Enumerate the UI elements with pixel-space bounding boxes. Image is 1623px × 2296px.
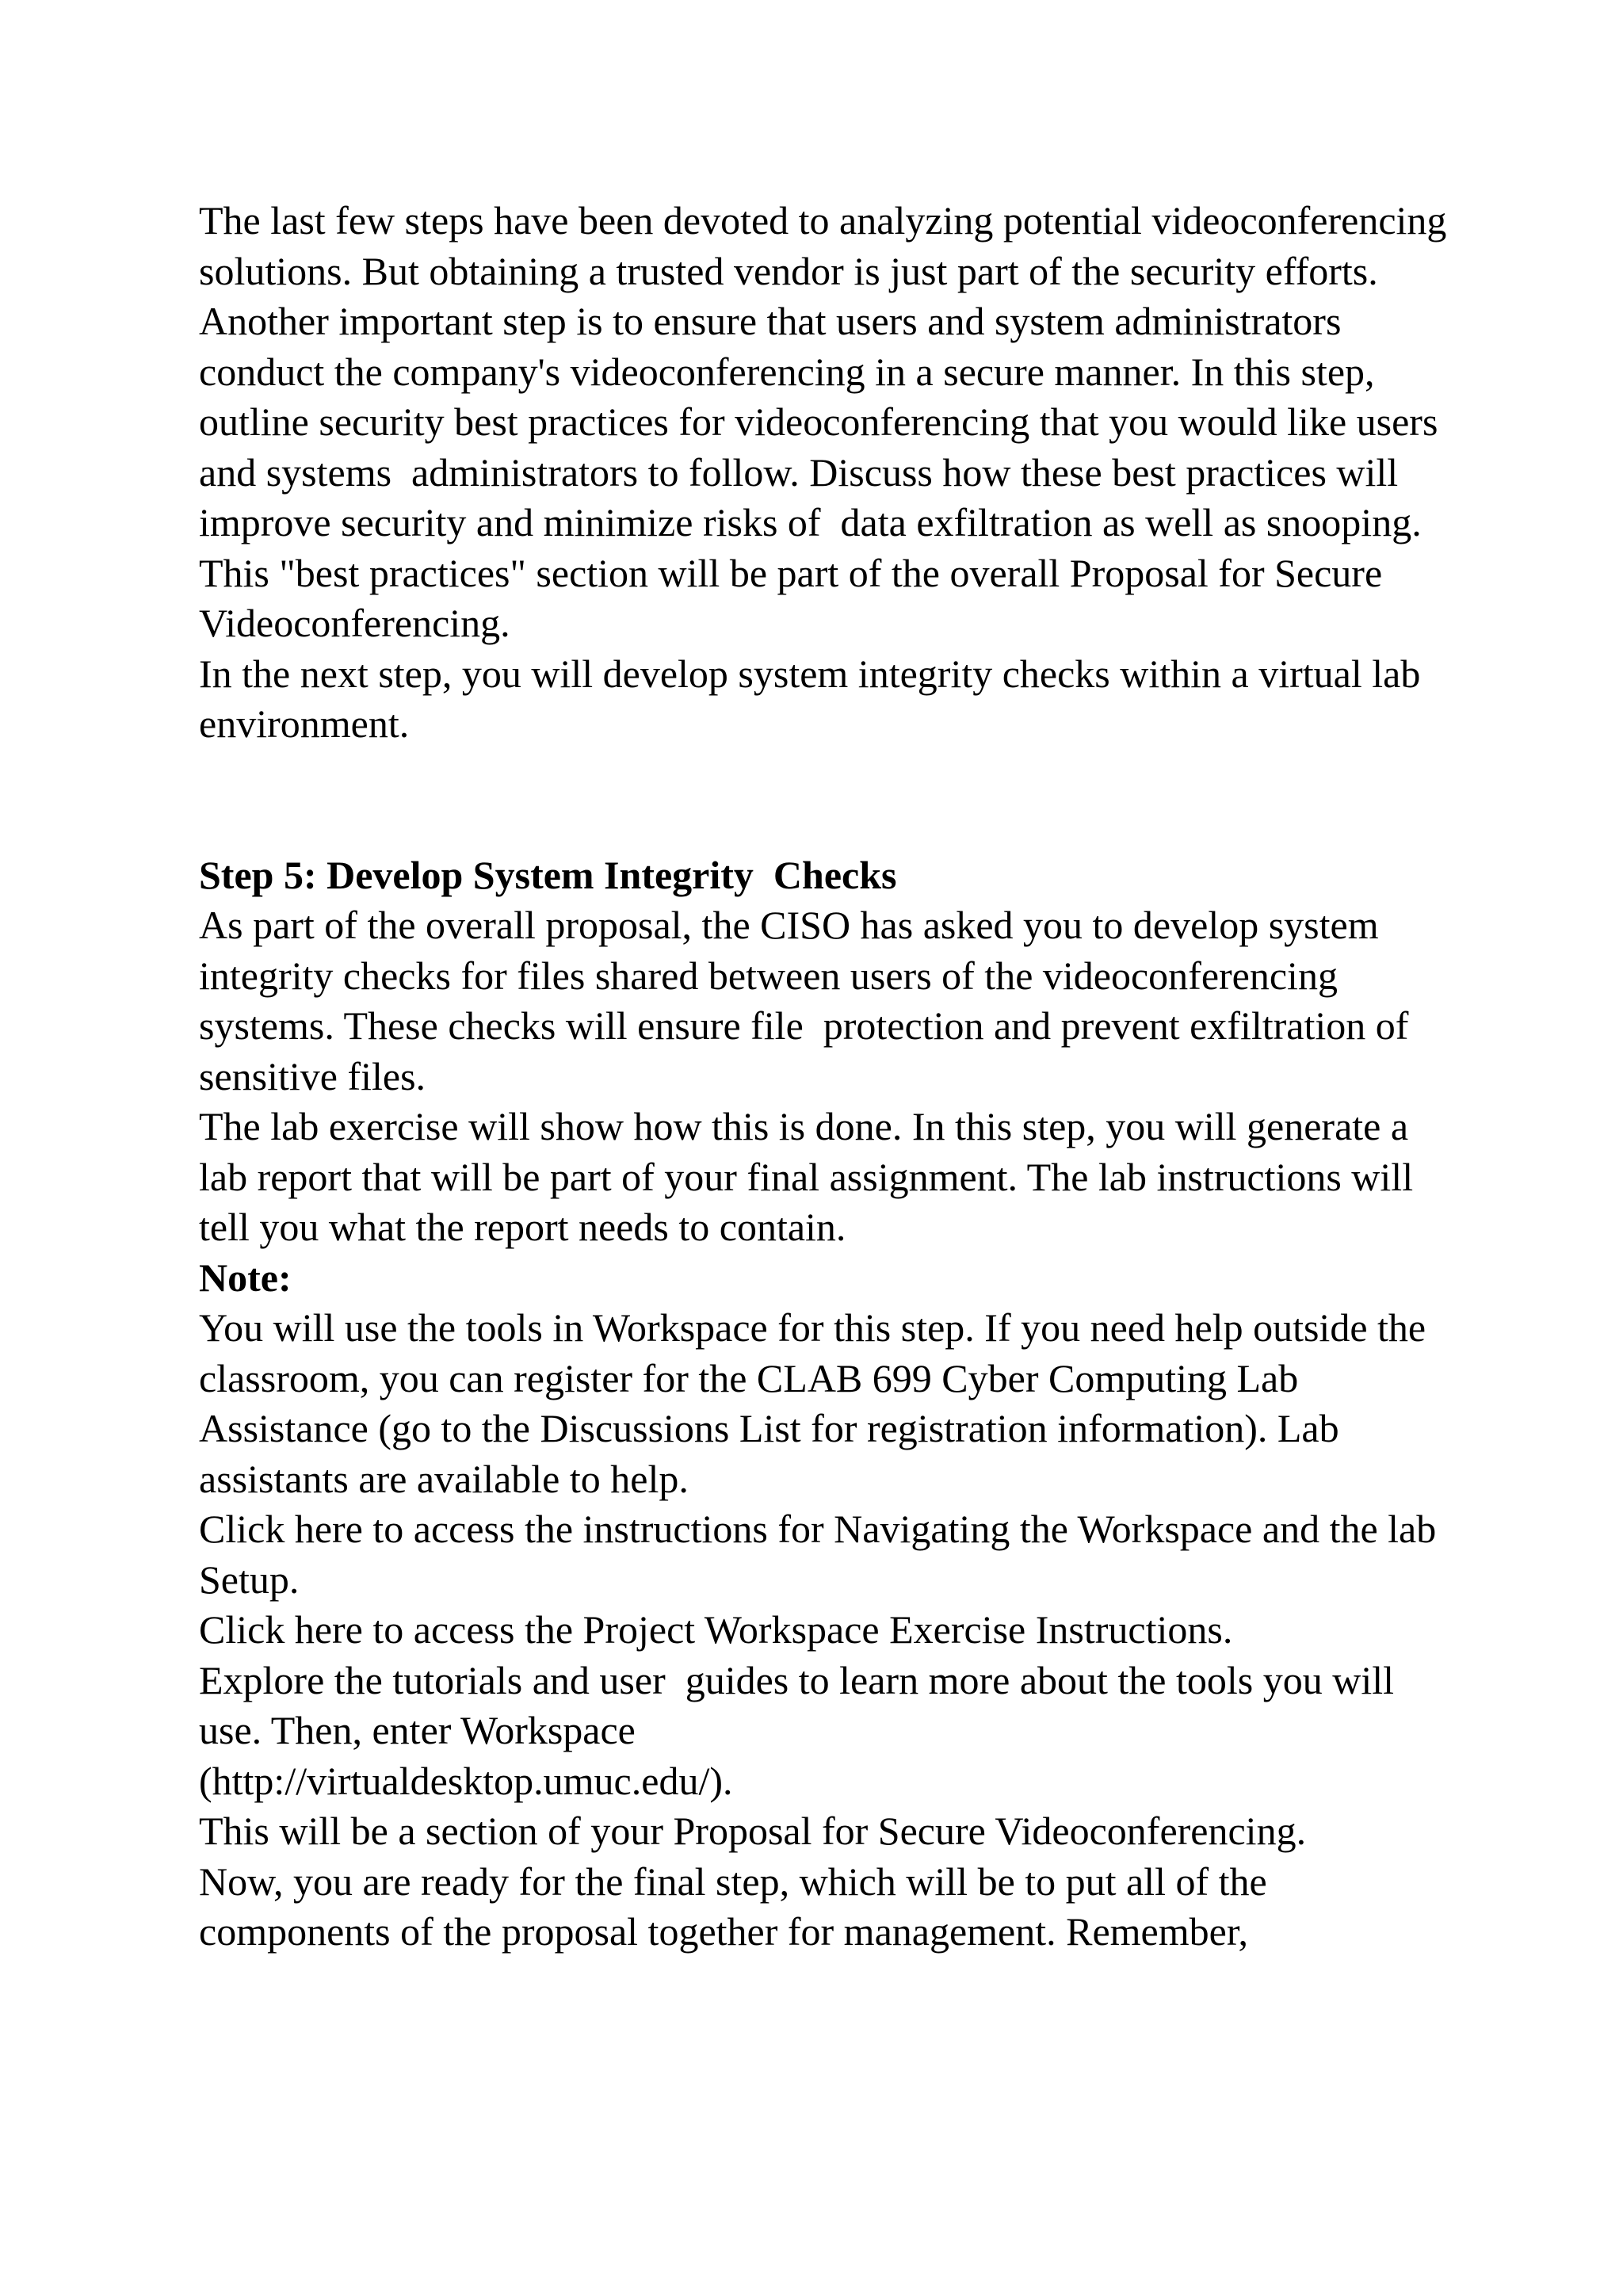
workspace-url-link[interactable]: (http://virtualdesktop.umuc.edu/). <box>199 1758 733 1803</box>
next-step-intro: In the next step, you will develop system integrity checks within a virtual lab environment. <box>199 651 1421 746</box>
step5-heading: Step 5: Develop System Integrity Checks <box>199 852 897 897</box>
note-label: Note: <box>199 1255 292 1300</box>
best-practices-note: This "best practices" section will be part of the overall Proposal for Secure Videoconferencing. <box>199 550 1383 645</box>
section-note: This will be a section of your Proposal for Secure Videoconferencing. <box>199 1809 1307 1853</box>
tutorials-line: Explore the tutorials and user guides to learn more about the tools you will use. Then, enter Workspace <box>199 1657 1404 1752</box>
project-instructions-link[interactable]: Click here to access the Project Workspace Exercise Instructions. <box>199 1607 1233 1652</box>
lab-exercise-paragraph: The lab exercise will show how this is done. In this step, you will generate a lab report that will be part of your final assignment. The lab instructions will tell you what the report needs to contain. <box>199 1104 1414 1249</box>
final-step-paragraph: Now, you are ready for the final step, which will be to put all of the components of the proposal together for management. Remember, <box>199 1859 1267 1954</box>
section-spacer <box>199 750 1451 850</box>
workspace-paragraph: You will use the tools in Workspace for this step. If you need help outside the classroom, you can register for the CLAB 699 Cyber Computing Lab Assistance (go to the Discussions List for registration information). Lab assistants are available to help. <box>199 1305 1426 1501</box>
document-body <box>199 196 1457 1958</box>
navigating-instructions-link[interactable]: Click here to access the instructions for Navigating the Workspace and the lab Setup. <box>199 1507 1437 1602</box>
step5-paragraph: As part of the overall proposal, the CISO has asked you to develop system integrity checks for files shared between users of the videoconferencing systems. These checks will ensure file protection and prevent exfiltration of sensitive files. <box>199 903 1419 1098</box>
intro-paragraph: The last few steps have been devoted to analyzing potential videoconferencing solutions. But obtaining a trusted vendor is just part of the security efforts. Another important step is to ensure that users and system administrators conduct the company's videoconferencing in a secure manner. In this step, outline security best practices for videoconferencing that you would like users and systems administrators to follow. Discuss how these best practices will improve security and minimize risks of data exfiltration as well as snooping. <box>199 198 1457 544</box>
